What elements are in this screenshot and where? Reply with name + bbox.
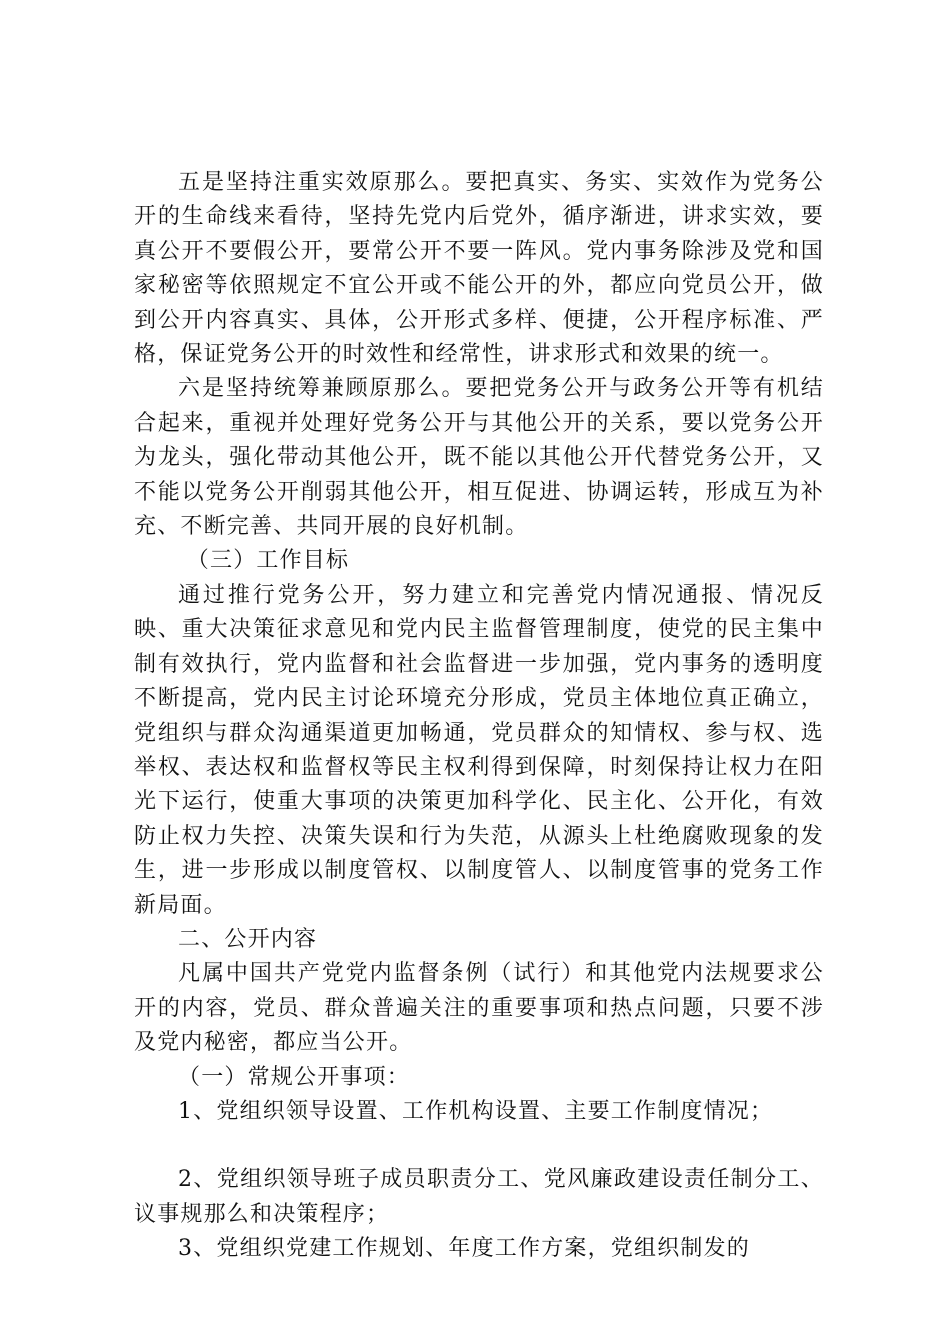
list-item-2: 2、党组织领导班子成员职责分工、党风廉政建设责任制分工、议事规那么和决策程序； [134, 1167, 824, 1227]
document-body [134, 166, 824, 1267]
list-item-3: 3、党组织党建工作规划、年度工作方案，党组织制发的 [178, 1236, 750, 1262]
section-heading-work-goals: （三）工作目标 [186, 548, 350, 574]
section-heading-disclosure-content: 二、公开内容 [178, 926, 318, 952]
paragraph-principle-six: 六是坚持统筹兼顾原那么。要把党务公开与政务公开等有机结合起来，重视并处理好党务公开与其他公开的关系，要以党务公开为龙头，强化带动其他公开，既不能以其他公开代替党务公开，又不能以党务公开削弱其他公开，相互促进、协调运转，形成互为补充、不断完善、共同开展的良好机制。 [134, 376, 824, 540]
section-heading-routine-items: （一）常规公开事项： [178, 1064, 411, 1090]
list-item-1: 1、党组织领导设置、工作机构设置、主要工作制度情况； [178, 1098, 774, 1124]
blank-line [134, 1129, 824, 1163]
paragraph-principle-five: 五是坚持注重实效原那么。要把真实、务实、实效作为党务公开的生命线来看待，坚持先党内后党外，循序渐进，讲求实效，要真公开不要假公开，要常公开不要一阵风。党内事务除涉及党和国家秘密等依照规定不宜公开或不能公开的外，都应向党员公开，做到公开内容真实、具体，公开形式多样、便捷，公开程序标准、严格，保证党务公开的时效性和经常性，讲求形式和效果的统一。 [134, 170, 824, 368]
paragraph-work-goals: 通过推行党务公开，努力建立和完善党内情况通报、情况反映、重大决策征求意见和党内民主监督管理制度，使党的民主集中制有效执行，党内监督和社会监督进一步加强，党内事务的透明度不断提高，党内民主讨论环境充分形成，党员主体地位真正确立，党组织与群众沟通渠道更加畅通，党员群众的知情权、参与权、选举权、表达权和监督权等民主权利得到保障，时刻保持让权力在阳光下运行，使重大事项的决策更加科学化、民主化、公开化，有效防止权力失控、决策失误和行为失范，从源头上杜绝腐败现象的发生，进一步形成以制度管权、以制度管人、以制度管事的党务工作新局面。 [134, 582, 824, 918]
paragraph-disclosure-scope: 凡属中国共产党党内监督条例（试行）和其他党内法规要求公开的内容，党员、群众普遍关注的重要事项和热点问题，只要不涉及党内秘密，都应当公开。 [134, 961, 824, 1056]
